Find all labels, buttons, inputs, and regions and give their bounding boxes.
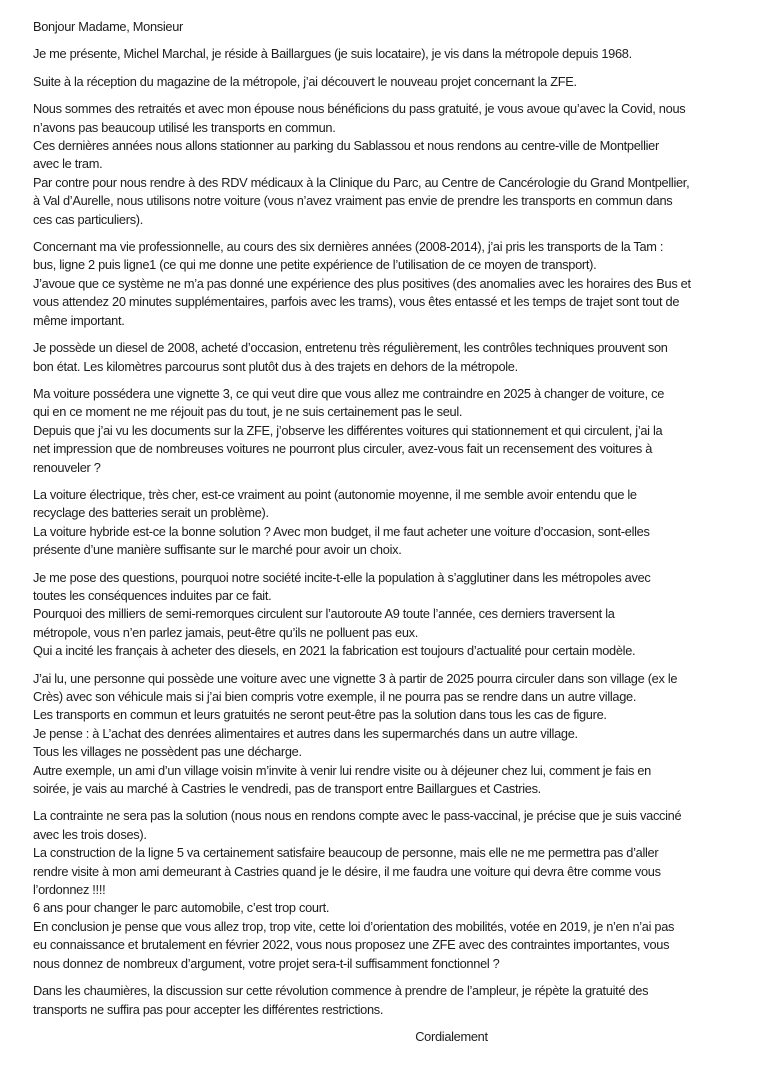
text-line: toutes les conséquences induites par ce fait. — [33, 587, 272, 603]
text-line: La voiture hybride est-ce la bonne solution ? Avec mon budget, il me faut acheter une voiture d’occasion, sont-elles — [33, 523, 650, 539]
text-line: Autre exemple, un ami d’un village voisin m’invite à venir lui rendre visite ou à déjeuner chez lui, comment je fais en — [33, 762, 651, 778]
text-line: Je possède un diesel de 2008, acheté d’occasion, entretenu très régulièrement, les contrôles techniques prouvent son — [33, 340, 668, 356]
letter-paragraph — [33, 18, 736, 36]
text-line: Nous sommes des retraités et avec mon épouse nous bénéficions du pass gratuité, je vous avoue qu’avec la Covid, nous — [33, 101, 686, 117]
text-line: La voiture électrique, très cher, est-ce vraiment au point (autonomie moyenne, il me semble avoir entendu que le — [33, 486, 637, 502]
text-line: Les transports en commun et leurs gratuités ne seront peut-être pas la solution dans tous les cas de figure. — [33, 707, 607, 723]
text-line: J’ai lu, une personne qui possède une voiture avec une vignette 3 à partir de 2025 pourra circuler dans son village (ex le — [33, 670, 678, 686]
letter-paragraph — [33, 385, 736, 477]
text-line: avec le tram. — [33, 156, 103, 172]
letter-paragraph — [33, 670, 736, 799]
text-line: avec les trois doses). — [33, 826, 147, 842]
text-line: Je me pose des questions, pourquoi notre société incite-t-elle la population à s’agglutiner dans les métropoles avec — [33, 569, 651, 585]
text-line: même important. — [33, 312, 125, 328]
letter-paragraph — [33, 45, 736, 63]
text-line: nous donnez de nombreux d’argument, votre projet sera-t-il suffisamment fonctionnel ? — [33, 955, 500, 971]
text-line: La contrainte ne sera pas la solution (nous nous en rendons compte avec le pass-vaccinal, je précise que je suis vacciné — [33, 808, 682, 824]
text-line: J’avoue que ce système ne m’a pas donné une expérience des plus positives (des anomalies avec les horaires des Bus et — [33, 275, 691, 291]
text-line: eu connaissance et brutalement en février 2022, vous nous proposez une ZFE avec des contraintes importantes, vous — [33, 937, 670, 953]
letter-paragraph — [33, 982, 736, 1019]
text-line: vous attendez 20 minutes supplémentaires, parfois avec les trams), vous êtes entassé et les temps de trajet sont tout de — [33, 294, 680, 310]
text-line: Je pense : à L’achat des denrées alimentaires et autres dans les supermarchés dans un autre village. — [33, 725, 578, 741]
letter-paragraph — [33, 100, 736, 229]
text-line: métropole, vous n’en parlez jamais, peut-être qu’ils ne polluent pas eux. — [33, 624, 418, 640]
signoff-paragraph — [167, 1028, 736, 1046]
text-line: transports ne suffira pas pour accepter les différentes restrictions. — [33, 1001, 384, 1017]
text-line: Cordialement — [415, 1028, 488, 1044]
text-line: Dans les chaumières, la discussion sur cette révolution commence à prendre de l’ampleur, je répète la gratuité des — [33, 983, 649, 999]
text-line: 6 ans pour changer le parc automobile, c’est trop court. — [33, 900, 330, 916]
text-line: Qui a incité les français à acheter des diesels, en 2021 la fabrication est toujours d’actualité pour certain modèle. — [33, 643, 636, 659]
letter-paragraph — [33, 569, 736, 661]
text-line: ces cas particuliers). — [33, 211, 144, 227]
text-line: Suite à la réception du magazine de la métropole, j’ai découvert le nouveau projet concernant la ZFE. — [33, 73, 577, 89]
text-line: net impression que de nombreuses voitures ne pourront plus circuler, avez-vous fait un recensement des voitures à — [33, 441, 653, 457]
text-line: Bonjour Madame, Monsieur — [33, 19, 183, 34]
text-line: l’ordonnez !!!! — [33, 882, 106, 898]
text-line: recyclage des batteries serait un problème). — [33, 505, 269, 521]
text-line: Crès) avec son véhicule mais si j’ai bien compris votre exemple, il ne pourra pas se rendre dans un autre village. — [33, 689, 637, 704]
letter-paragraph — [33, 486, 736, 560]
text-line: Ma voiture possédera une vignette 3, ce qui veut dire que vous allez me contraindre en 2025 à changer de voiture, ce — [33, 385, 665, 401]
text-line: qui en ce moment ne me réjouit pas du tout, je ne suis certainement pas le seul. — [33, 404, 463, 420]
text-line: renouveler ? — [33, 459, 101, 475]
text-line: Depuis que j’ai vu les documents sur la ZFE, j’observe les différentes voitures qui stationnement et qui circulent, j’ai la — [33, 422, 663, 438]
text-line: rendre visite à mon ami demeurant à Castries quand je le désire, il me faudra une voiture qui devra être comme vous — [33, 863, 661, 879]
text-line: Ces dernières années nous allons stationner au parking du Sablassou et nous rendons au centre-ville de Montpellier — [33, 138, 659, 154]
text-line: Concernant ma vie professionnelle, au cours des six dernières années (2008-2014), j’ai pris les transports de la Tam : — [33, 239, 664, 255]
text-line: bon état. Les kilomètres parcourus sont plutôt dus à des trajets en dehors de la métropole. — [33, 358, 518, 374]
text-line: présente d’une manière suffisante sur le marché pour avoir un choix. — [33, 542, 402, 558]
text-line: n’avons pas beaucoup utilisé les transports en commun. — [33, 119, 336, 135]
text-line: Tous les villages ne possèdent pas une décharge. — [33, 744, 302, 760]
letter-body — [33, 18, 736, 1046]
letter-paragraph — [33, 807, 736, 973]
text-line: Je me présente, Michel Marchal, je réside à Baillargues (je suis locataire), je vis dans la métropole depuis 1968. — [33, 46, 632, 62]
text-line: bus, ligne 2 puis ligne1 (ce qui me donne une petite expérience de l’utilisation de ce moyen de transport). — [33, 257, 597, 273]
text-line: soirée, je vais au marché à Castries le vendredi, pas de transport entre Baillargues et Castries. — [33, 781, 541, 797]
text-line: En conclusion je pense que vous allez trop, trop vite, cette loi d’orientation des mobilités, votée en 2019, je n’en n’ai pas — [33, 918, 675, 934]
letter-paragraph — [33, 238, 736, 330]
text-line: Par contre pour nous rendre à des RDV médicaux à la Clinique du Parc, au Centre de Cancérologie du Grand Montpellier, — [33, 174, 690, 190]
text-line: Pourquoi des milliers de semi-remorques circulent sur l’autoroute A9 toute l’année, ces derniers traversent la — [33, 606, 615, 622]
text-line: La construction de la ligne 5 va certainement satisfaire beaucoup de personne, mais elle ne me permettra pas d’aller — [33, 845, 659, 861]
letter-paragraph — [33, 339, 736, 376]
text-line: à Val d’Aurelle, nous utilisons notre voiture (vous n’avez vraiment pas envie de prendre les transports en commun dans — [33, 193, 673, 209]
letter-paragraph — [33, 73, 736, 91]
